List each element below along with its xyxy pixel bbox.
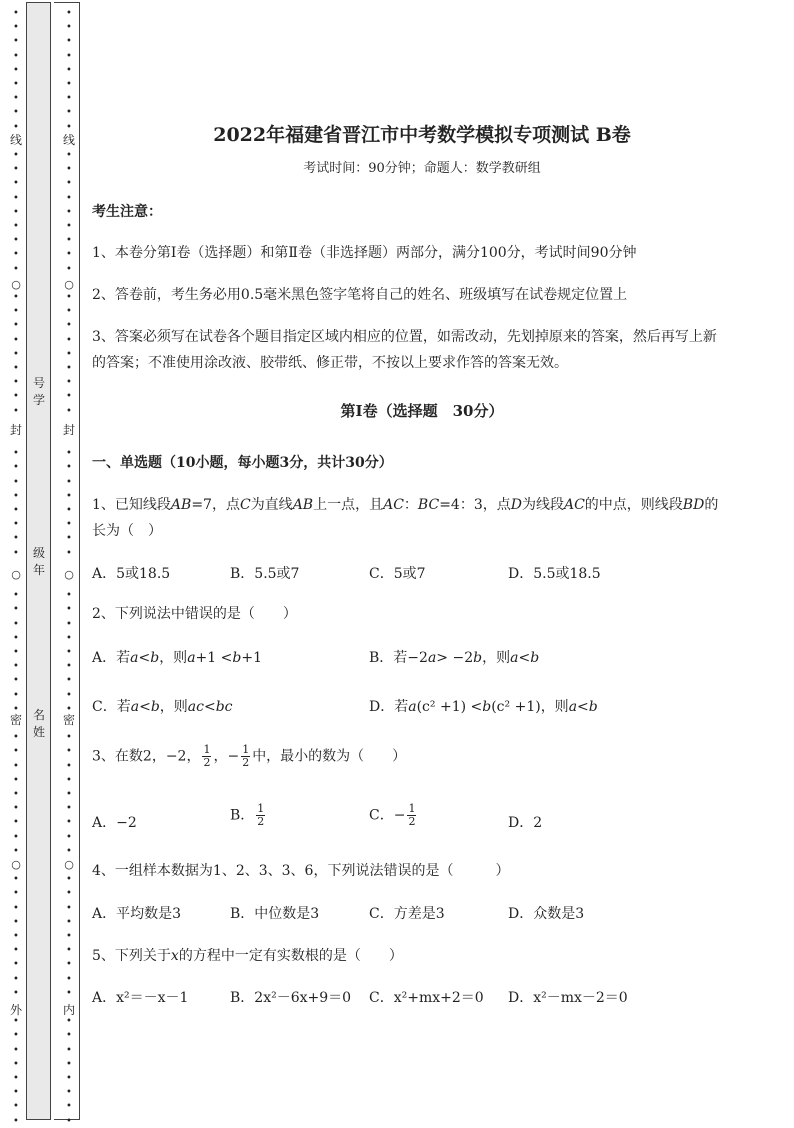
binding-dot: • — [13, 1030, 19, 1042]
binding-dot: • — [13, 22, 19, 34]
binding-dot: • — [13, 249, 19, 261]
binding-dot: • — [13, 164, 19, 176]
notice-heading: 考生注意： — [92, 204, 162, 220]
binding-dot: • — [13, 306, 19, 318]
binding-dot: • — [66, 164, 72, 176]
binding-dot: • — [66, 36, 72, 48]
binding-dot: • — [66, 1044, 72, 1056]
binding-dot: • — [66, 235, 72, 247]
binding-dot: • — [13, 817, 19, 829]
q1-option-d[interactable]: D．5.5或18.5 — [508, 566, 601, 582]
binding-dot: • — [66, 533, 72, 545]
q2-option-c[interactable]: C．若a<b，则ac<bc — [92, 699, 233, 715]
page-title: 2022年福建省晋江市中考数学模拟专项测试 B卷 — [213, 124, 631, 146]
binding-dot: • — [66, 249, 72, 261]
binding-dot: • — [13, 334, 19, 346]
q3-option-d[interactable]: D．2 — [508, 815, 543, 831]
binding-dot: • — [13, 292, 19, 303]
binding-dot: • — [66, 505, 72, 516]
binding-dot: • — [13, 774, 19, 786]
binding-dot: • — [66, 93, 72, 105]
binding-dot: • — [66, 618, 72, 630]
binding-dot: • — [66, 1073, 72, 1084]
binding-dot: • — [66, 817, 72, 829]
binding-dot: • — [66, 746, 72, 758]
binding-dot: • — [66, 121, 72, 133]
q3-option-c[interactable]: C．− $\frac{1}{2}$ — [369, 802, 416, 828]
binding-dot: • — [13, 945, 19, 957]
binding-dot: • — [13, 192, 19, 204]
section-title: 第I卷（选择题 30分） — [340, 402, 504, 420]
binding-dot: • — [66, 647, 72, 658]
notice-item-3: 3、答案必须写在试卷各个题目指定区域内相应的位置，如需改动，先划掉原来的答案，然后再写上新 — [92, 329, 717, 345]
binding-dot: • — [13, 1101, 19, 1113]
q2-option-a[interactable]: A．若a<b，则a+1 <b+1 — [92, 650, 262, 666]
inner-seal-mark: 封 — [62, 423, 75, 437]
binding-dot: • — [13, 462, 19, 474]
binding-dot: • — [66, 348, 72, 360]
binding-dot: • — [66, 760, 72, 772]
inner-seal-mark: 线 — [62, 133, 75, 147]
binding-dot: • — [13, 93, 19, 105]
binding-dot: • — [13, 476, 19, 488]
binding-dot: • — [66, 22, 72, 34]
q4-option-b[interactable]: B．中位数是3 — [230, 906, 320, 922]
binding-dot: • — [13, 902, 19, 914]
binding-dot: • — [13, 150, 19, 161]
outer-seal-mark: 密 — [9, 713, 22, 727]
binding-dot: • — [13, 448, 19, 460]
binding-dot: • — [66, 931, 72, 942]
binding-dot: • — [13, 1115, 19, 1127]
binding-dot: • — [66, 973, 72, 985]
binding-dot: • — [13, 618, 19, 630]
notice-item-2: 2、答卷前，考生务必用0.5毫米黑色签字笔将自己的姓名、班级填写在试卷规定位置上 — [92, 287, 628, 303]
outer-circle-mark: ○ — [11, 568, 21, 581]
binding-dot: • — [13, 1073, 19, 1084]
q4-option-a[interactable]: A．平均数是3 — [92, 906, 182, 922]
binding-dot: • — [66, 831, 72, 843]
binding-dot: • — [66, 334, 72, 346]
binding-dot: • — [13, 888, 19, 900]
binding-dot: • — [13, 64, 19, 76]
q4-option-c[interactable]: C．方差是3 — [369, 906, 445, 922]
binding-dot: • — [13, 675, 19, 687]
binding-dot: • — [66, 1115, 72, 1127]
binding-dot: • — [13, 703, 19, 715]
binding-dot: • — [13, 1058, 19, 1070]
grade-label: 级年 — [32, 546, 45, 577]
binding-dot: • — [13, 320, 19, 332]
binding-dot: • — [13, 121, 19, 133]
binding-dot: • — [13, 363, 19, 374]
binding-dot: • — [66, 703, 72, 715]
binding-dot: • — [13, 206, 19, 218]
binding-dot: • — [13, 1016, 19, 1028]
inner-circle-mark: ○ — [64, 568, 74, 581]
binding-dot: • — [66, 803, 72, 815]
inner-seal-mark: 密 — [62, 713, 75, 727]
binding-dot: • — [66, 1016, 72, 1028]
binding-dot: • — [13, 36, 19, 48]
binding-dot: • — [13, 490, 19, 502]
binding-dot: • — [66, 490, 72, 502]
question-5-stem: 5、下列关于x的方程中一定有实数根的是（ ） — [92, 948, 403, 964]
outer-seal-mark: 封 — [9, 423, 22, 437]
binding-dot: • — [66, 79, 72, 90]
binding-dot: • — [13, 959, 19, 971]
binding-dot: • — [66, 448, 72, 460]
binding-dot: • — [13, 221, 19, 232]
binding-dot: • — [13, 348, 19, 360]
part-title: 一、单选题（10小题，每小题3分，共计30分） — [92, 455, 393, 471]
question-3-stem: 3、在数2，−2， $\frac{1}{2}$ ，− $\frac{1}{2}$ 中，最小的数为（ ） — [92, 743, 407, 769]
q5-option-c[interactable]: C．x²+mx+2＝0 — [369, 990, 484, 1006]
inner-seal-mark: 内 — [62, 1003, 75, 1017]
binding-dot: • — [66, 50, 72, 62]
name-label: 名姓 — [32, 708, 45, 739]
q5-option-b[interactable]: B．2x²－6x+9＝0 — [230, 990, 352, 1006]
binding-dot: • — [66, 874, 72, 886]
question-1-stem: 1、已知线段AB=7，点C为直线AB上一点，且AC：BC=4：3，点D为线段AC的中点，则线段BD的 — [92, 497, 719, 513]
binding-dot: • — [66, 959, 72, 971]
binding-dot: • — [13, 789, 19, 800]
fraction-half: $\frac{1}{2}$ — [203, 743, 211, 769]
q1-option-a[interactable]: A．5或18.5 — [92, 566, 171, 582]
binding-dot: • — [66, 1030, 72, 1042]
q2-option-d[interactable]: D．若a(c² +1) <b(c² +1)，则a<b — [369, 699, 598, 715]
outer-seal-mark: 外 — [9, 1003, 22, 1017]
binding-dot: • — [13, 987, 19, 999]
binding-dot: • — [13, 732, 19, 744]
binding-dot: • — [13, 845, 19, 857]
binding-dot: • — [66, 774, 72, 786]
q3-option-b[interactable]: B． $\frac{1}{2}$ — [230, 802, 265, 828]
binding-dot: • — [13, 831, 19, 843]
binding-dot: • — [13, 916, 19, 928]
outer-seal-mark: 线 — [9, 133, 22, 147]
binding-dot: • — [66, 377, 72, 389]
fraction-half: $\frac{1}{2}$ — [408, 802, 416, 828]
outer-circle-mark: ○ — [11, 858, 21, 871]
binding-dot: • — [13, 377, 19, 389]
question-2-stem: 2、下列说法中错误的是（ ） — [92, 606, 297, 622]
binding-dot: • — [66, 107, 72, 119]
binding-dot: • — [13, 590, 19, 602]
binding-dot: • — [66, 519, 72, 531]
binding-dot: • — [66, 391, 72, 403]
binding-dot: • — [13, 746, 19, 758]
binding-dot: • — [66, 1101, 72, 1113]
binding-dot: • — [13, 931, 19, 942]
binding-dot: • — [66, 888, 72, 900]
q5-option-a[interactable]: A．x²＝－x－1 — [92, 990, 189, 1006]
binding-dot: • — [13, 50, 19, 62]
binding-dot: • — [66, 845, 72, 857]
binding-dot: • — [66, 320, 72, 332]
binding-dot: • — [13, 632, 19, 644]
q3-option-a[interactable]: A．−2 — [92, 815, 137, 831]
binding-dot: • — [13, 107, 19, 119]
notice-item-1: 1、本卷分第I卷（选择题）和第Ⅱ卷（非选择题）两部分，满分100分，考试时间90分钟 — [92, 245, 637, 261]
binding-dot: • — [13, 760, 19, 772]
binding-dot: • — [66, 363, 72, 374]
binding-dot: • — [66, 632, 72, 644]
binding-dot: • — [66, 405, 72, 417]
binding-dot: • — [66, 462, 72, 474]
binding-dot: • — [13, 405, 19, 417]
binding-dot: • — [13, 874, 19, 886]
binding-dot: • — [13, 661, 19, 673]
fraction-half: $\frac{1}{2}$ — [257, 802, 265, 828]
student-number-label: 号学 — [32, 376, 45, 407]
binding-dot: • — [66, 476, 72, 488]
exam-info: 考试时间：90分钟；命题人：数学教研组 — [303, 161, 541, 176]
binding-dot: • — [13, 519, 19, 531]
binding-dot: • — [66, 789, 72, 800]
binding-dot: • — [66, 987, 72, 999]
binding-dot: • — [13, 79, 19, 90]
notice-item-3-cont: 的答案；不准使用涂改液、胶带纸、修正带，不按以上要求作答的答案无效。 — [92, 355, 568, 371]
binding-dot: • — [66, 64, 72, 76]
binding-dot: • — [66, 306, 72, 318]
binding-dot: • — [13, 8, 19, 19]
q5-option-d[interactable]: D．x²－mx－2＝0 — [508, 990, 628, 1006]
binding-dot: • — [13, 604, 19, 616]
binding-dot: • — [13, 547, 19, 559]
binding-dot: • — [66, 902, 72, 914]
binding-dot: • — [66, 916, 72, 928]
binding-dot: • — [66, 150, 72, 161]
binding-dot: • — [13, 391, 19, 403]
binding-dot: • — [66, 1087, 72, 1099]
binding-dot: • — [66, 206, 72, 218]
binding-dot: • — [13, 1087, 19, 1099]
binding-dot: • — [13, 263, 19, 275]
inner-circle-mark: ○ — [64, 858, 74, 871]
binding-dot: • — [66, 661, 72, 673]
binding-dot: • — [13, 973, 19, 985]
binding-dot: • — [66, 1058, 72, 1070]
binding-dot: • — [13, 689, 19, 701]
binding-dot: • — [13, 235, 19, 247]
binding-dot: • — [66, 604, 72, 616]
question-1-stem-cont: 长为（ ） — [92, 523, 162, 539]
binding-dot: • — [66, 263, 72, 275]
inner-circle-mark: ○ — [64, 278, 74, 291]
binding-dot: • — [66, 945, 72, 957]
fraction-half: $\frac{1}{2}$ — [242, 743, 250, 769]
binding-dot: • — [66, 192, 72, 204]
binding-dot: • — [13, 1044, 19, 1056]
binding-dot: • — [66, 178, 72, 190]
q4-option-d[interactable]: D．众数是3 — [508, 906, 585, 922]
binding-dot: • — [66, 547, 72, 559]
q2-option-b[interactable]: B．若−2a> −2b，则a<b — [369, 650, 540, 666]
binding-dot: • — [13, 505, 19, 516]
binding-dot: • — [66, 292, 72, 303]
q1-option-c[interactable]: C．5或7 — [369, 566, 426, 582]
binding-dot: • — [66, 590, 72, 602]
binding-dot: • — [66, 221, 72, 232]
binding-dot: • — [66, 675, 72, 687]
binding-dot: • — [66, 8, 72, 19]
binding-dot: • — [13, 178, 19, 190]
outer-circle-mark: ○ — [11, 278, 21, 291]
binding-dot: • — [13, 533, 19, 545]
binding-dot: • — [66, 689, 72, 701]
binding-dot: • — [13, 647, 19, 658]
binding-dot: • — [66, 732, 72, 744]
question-4-stem: 4、一组样本数据为1、2、3、3、6，下列说法错误的是（ ） — [92, 863, 510, 879]
q1-option-b[interactable]: B．5.5或7 — [230, 566, 300, 582]
binding-dot: • — [13, 803, 19, 815]
